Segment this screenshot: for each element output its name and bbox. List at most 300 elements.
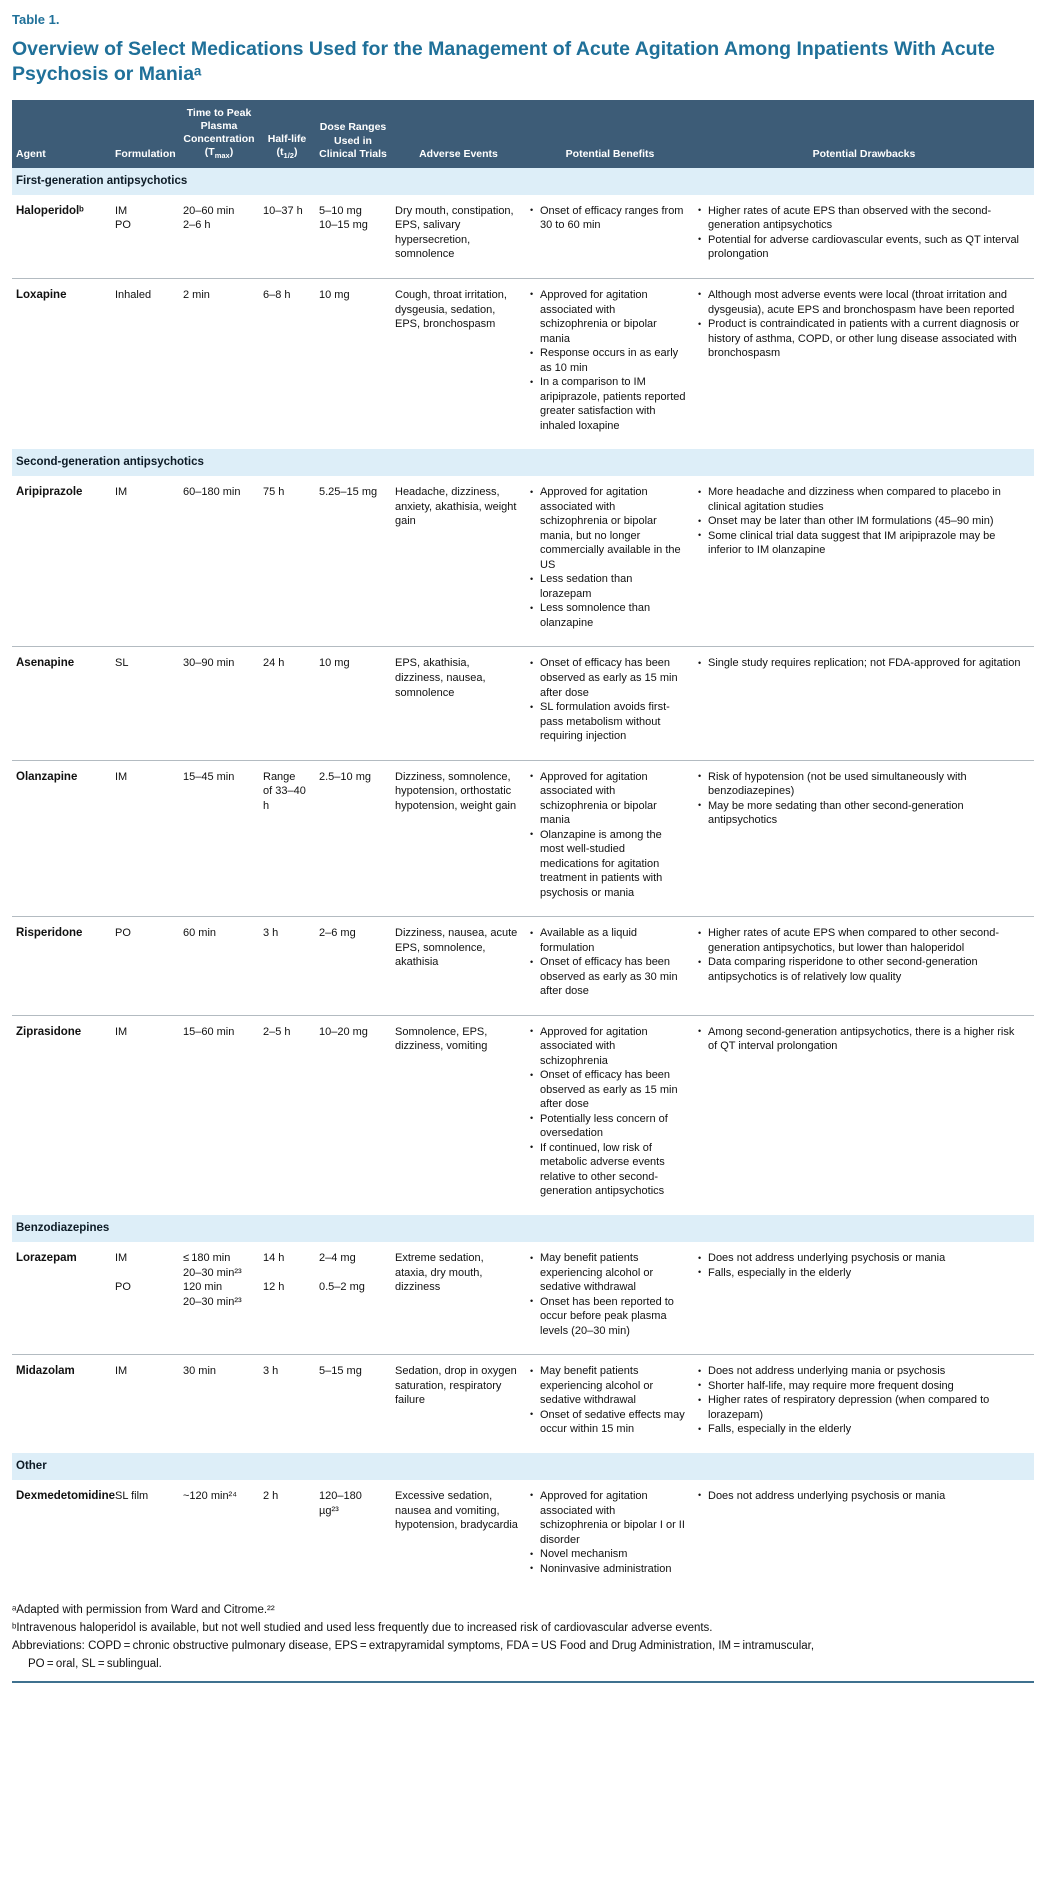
bullet-item <box>698 1422 1026 1437</box>
potential-drawbacks-cell-text: Higher rates of respiratory depression (when compared to lorazepam) <box>708 1394 990 1421</box>
agent-name <box>12 917 111 1016</box>
table-row <box>12 917 1034 1016</box>
dose-cell <box>315 1355 391 1453</box>
adverse-events-cell: Cough, throat irritation, dysgeusia, sedation, EPS, bronchospasm <box>391 278 526 449</box>
formulation-cell-line <box>115 1295 171 1310</box>
potential-drawbacks-cell-text: Falls, especially in the elderly <box>708 1266 852 1279</box>
tmax-cell-line: 20–60 min <box>183 204 235 217</box>
dose-cell <box>315 917 391 1016</box>
bullet-item <box>530 926 686 955</box>
page-title: Overview of Select Medications Used for the Management of Acute Agitation Among Inpatients With Acute Psychosis or Maniaᵃ <box>12 38 995 85</box>
bullet-icon: • <box>530 1252 534 1263</box>
bullet-item <box>698 1364 1026 1379</box>
half-life-cell-line: 12 h <box>263 1281 285 1294</box>
dose-cell <box>315 1480 391 1592</box>
bullet-item <box>530 1489 686 1547</box>
footnote: PO = oral, SL = sublingual. <box>28 1657 162 1670</box>
bullet-icon: • <box>698 1026 702 1037</box>
table-row <box>12 278 1034 449</box>
section-row <box>12 1453 1034 1480</box>
potential-drawbacks-cell-text: Higher rates of acute EPS than observed with the second-generation antipsychotics <box>708 204 992 232</box>
tmax-cell <box>179 1015 259 1215</box>
bullet-icon: • <box>530 376 534 387</box>
potential-benefits-cell <box>526 1242 694 1355</box>
section-row <box>12 168 1034 195</box>
agent-name-line: Aripiprazole <box>16 486 83 499</box>
column-header-adverse-events: Adverse Events <box>391 100 526 168</box>
bullet-icon: • <box>530 829 534 840</box>
potential-drawbacks-cell <box>694 1355 1034 1453</box>
bullet-icon: • <box>698 515 702 526</box>
agent-name-line: Lorazepam <box>16 1252 77 1265</box>
potential-benefits-cell-text: Approved for agitation associated with schizophrenia <box>540 1025 648 1067</box>
formulation-cell-line: PO <box>115 1281 131 1294</box>
bullet-item <box>530 770 686 828</box>
bullet-icon: • <box>530 1365 534 1376</box>
half-life-cell-line: 75 h <box>263 486 285 499</box>
bullet-item <box>698 1379 1026 1394</box>
agent-name-line: Ziprasidone <box>16 1025 82 1038</box>
bullet-icon: • <box>530 1409 534 1420</box>
column-header-potential-drawbacks: Potential Drawbacks <box>694 100 1034 168</box>
formulation-cell-line: SL film <box>115 1489 149 1502</box>
bullet-icon: • <box>698 289 702 300</box>
potential-benefits-cell-text: Onset of efficacy has been observed as early as 30 min after dose <box>540 956 678 998</box>
dose-cell <box>315 647 391 760</box>
bullet-icon: • <box>530 1563 534 1574</box>
potential-drawbacks-cell-text: More headache and dizziness when compared to placebo in clinical agitation studies <box>708 486 1001 513</box>
bullet-item <box>698 799 1026 828</box>
tmax-cell-line: 60–180 min <box>183 486 241 499</box>
potential-benefits-cell-text: Onset of efficacy ranges from 30 to 60 min <box>540 204 684 232</box>
tmax-cell-line: ~120 min²⁴ <box>183 1489 237 1502</box>
bullet-item <box>698 1489 1026 1504</box>
potential-drawbacks-cell-text: May be more sedating than other second-generation antipsychotics <box>708 799 964 827</box>
half-life-cell <box>259 195 315 279</box>
bullet-icon: • <box>530 1142 534 1153</box>
bullet-item <box>530 1068 686 1112</box>
half-life-cell-line: 3 h <box>263 1365 279 1378</box>
column-header-potential-benefits: Potential Benefits <box>526 100 694 168</box>
bullet-icon: • <box>698 530 702 541</box>
potential-benefits-cell-text: Noninvasive administration <box>540 1562 672 1575</box>
bullet-icon: • <box>530 602 534 613</box>
dose-cell <box>315 476 391 647</box>
tmax-cell <box>179 760 259 917</box>
dose-cell-line: 120–180 µg²³ <box>319 1489 362 1517</box>
potential-benefits-cell-text: Approved for agitation associated with schizophrenia or bipolar mania <box>540 770 657 827</box>
dose-cell <box>315 1242 391 1355</box>
dose-cell <box>315 195 391 279</box>
half-life-cell-line: 24 h <box>263 657 285 670</box>
adverse-events-cell: Somnolence, EPS, dizziness, vomiting <box>391 1015 526 1215</box>
potential-benefits-cell-text: Approved for agitation associated with schizophrenia or bipolar mania, but no longer commercially available in the US <box>540 486 681 571</box>
half-life-cell <box>259 1242 315 1355</box>
section-row <box>12 449 1034 476</box>
potential-benefits-cell <box>526 1015 694 1215</box>
potential-drawbacks-cell-text: Does not address underlying psychosis or mania <box>708 1252 946 1265</box>
agent-name <box>12 195 111 279</box>
bullet-item <box>530 601 686 630</box>
column-header-formulation: Formulation <box>111 100 179 168</box>
bullet-icon: • <box>698 1380 702 1391</box>
potential-drawbacks-cell <box>694 1242 1034 1355</box>
bullet-icon: • <box>698 771 702 782</box>
potential-benefits-cell-text: Response occurs in as early as 10 min <box>540 347 679 374</box>
potential-drawbacks-cell-text: Product is contraindicated in patients with a current diagnosis or history of asthma, COPD, or other lung disease associated with bronchospasm <box>708 318 1020 360</box>
bullet-icon: • <box>530 573 534 584</box>
half-life-cell-line: 2 h <box>263 1489 279 1502</box>
bullet-icon: • <box>698 927 702 938</box>
agent-name-line: Asenapine <box>16 657 75 670</box>
table-row <box>12 195 1034 279</box>
bullet-icon: • <box>530 1069 534 1080</box>
bullet-item <box>698 926 1026 955</box>
bullet-icon: • <box>698 318 702 329</box>
formulation-cell <box>111 760 179 917</box>
bullet-item <box>530 346 686 375</box>
formulation-cell-line: IM <box>115 1025 128 1038</box>
dose-cell-line: 10–20 mg <box>319 1025 368 1038</box>
bullet-item <box>698 770 1026 799</box>
bullet-icon: • <box>530 486 534 497</box>
potential-benefits-cell <box>526 278 694 449</box>
footnote: Abbreviations: COPD = chronic obstructive pulmonary disease, EPS = extrapyramidal symptoms, FDA = US Food and Drug Administration, IM = intramuscular, <box>12 1639 815 1652</box>
half-life-cell-line <box>263 1266 307 1281</box>
potential-drawbacks-cell-text: Among second-generation antipsychotics, there is a higher risk of QT interval prolongation <box>708 1025 1015 1053</box>
formulation-cell-line: IM <box>115 204 128 217</box>
bullet-icon: • <box>698 1267 702 1278</box>
bullet-icon: • <box>530 1296 534 1307</box>
dose-cell-line <box>319 1266 383 1281</box>
potential-drawbacks-cell-text: Single study requires replication; not FDA-approved for agitation <box>708 657 1021 670</box>
bullet-item <box>698 529 1026 558</box>
bottom-rule <box>12 1681 1034 1683</box>
adverse-events-cell: Headache, dizziness, anxiety, akathisia, weight gain <box>395 486 517 528</box>
formulation-cell-line: Inhaled <box>115 288 152 301</box>
medications-table <box>12 100 1034 1592</box>
bullet-item <box>530 1364 686 1408</box>
tmax-cell-line: 30–90 min <box>183 657 235 670</box>
half-life-cell-line: 10–37 h <box>263 204 303 217</box>
potential-drawbacks-cell <box>694 647 1034 760</box>
footnote: ᵇIntravenous haloperidol is available, but not well studied and used less frequently due to increased risk of cardiovascular adverse events. <box>12 1621 713 1634</box>
potential-drawbacks-cell-text: Although most adverse events were local (throat irritation and dysgeusia), acute EPS and bronchospasm have been reported <box>708 288 1015 316</box>
potential-benefits-cell-text: Approved for agitation associated with schizophrenia or bipolar I or II disorder <box>540 1489 685 1546</box>
potential-benefits-cell-text: Less sedation than lorazepam <box>540 573 633 600</box>
table-row <box>12 1015 1034 1215</box>
bullet-icon: • <box>530 205 534 216</box>
bullet-item <box>698 514 1026 529</box>
dose-cell-line: 2–6 mg <box>319 927 356 940</box>
tmax-cell <box>179 195 259 279</box>
formulation-cell <box>111 917 179 1016</box>
section-header: First-generation antipsychotics <box>12 168 1034 195</box>
agent-name <box>12 760 111 917</box>
potential-drawbacks-cell <box>694 195 1034 279</box>
bullet-item <box>530 1141 686 1199</box>
tmax-cell-line: 2–6 h <box>183 219 211 232</box>
potential-benefits-cell-text: Approved for agitation associated with schizophrenia or bipolar mania <box>540 288 657 345</box>
potential-benefits-cell <box>526 917 694 1016</box>
column-header-half-life-symbol: $(t_{1/2})$ <box>276 146 298 161</box>
bullet-item <box>530 828 686 901</box>
bullet-item <box>698 656 1026 671</box>
formulation-cell-line: PO <box>115 219 131 232</box>
section-header: Benzodiazepines <box>12 1215 1034 1242</box>
dose-cell-line: 5–10 mg <box>319 204 362 217</box>
bullet-item <box>530 572 686 601</box>
section-header: Second-generation antipsychotics <box>12 449 1034 476</box>
formulation-cell <box>111 1015 179 1215</box>
dose-cell-line: 2.5–10 mg <box>319 770 371 783</box>
potential-drawbacks-cell-text: Does not address underlying psychosis or mania <box>708 1489 946 1502</box>
half-life-cell-line: 3 h <box>263 927 279 940</box>
potential-benefits-cell-text: If continued, low risk of metabolic adverse events relative to other second-generation antipsychotics <box>540 1141 665 1198</box>
potential-drawbacks-cell-text: Some clinical trial data suggest that IM aripiprazole may be inferior to IM olanzapine <box>708 529 996 557</box>
formulation-cell <box>111 195 179 279</box>
column-header-tmax <box>179 100 259 168</box>
bullet-icon: • <box>530 1490 534 1501</box>
bullet-item <box>530 656 686 700</box>
bullet-item <box>530 1562 686 1577</box>
formulation-cell <box>111 1480 179 1592</box>
dose-cell-line <box>319 1295 383 1310</box>
column-header-half-life <box>259 100 315 168</box>
bullet-icon: • <box>530 701 534 712</box>
formulation-cell <box>111 1242 179 1355</box>
dose-cell-line: 10–15 mg <box>319 219 368 232</box>
tmax-cell-line: 2 min <box>183 288 210 301</box>
agent-name <box>12 278 111 449</box>
formulation-cell-line: PO <box>115 927 131 940</box>
bullet-icon: • <box>698 1365 702 1376</box>
agent-name-line: Loxapine <box>16 288 67 301</box>
agent-name <box>12 1015 111 1215</box>
agent-name <box>12 476 111 647</box>
agent-name <box>12 1242 111 1355</box>
table-row <box>12 1480 1034 1592</box>
potential-benefits-cell <box>526 1355 694 1453</box>
potential-benefits-cell <box>526 476 694 647</box>
potential-drawbacks-cell <box>694 760 1034 917</box>
half-life-cell-line: 2–5 h <box>263 1025 291 1038</box>
bullet-item <box>530 955 686 999</box>
adverse-events-cell: Sedation, drop in oxygen saturation, respiratory failure <box>391 1355 526 1453</box>
half-life-cell-line: Range of 33–40 h <box>263 770 306 812</box>
agent-name-line: Dexmedetomidine <box>16 1489 116 1502</box>
half-life-cell-line: 6–8 h <box>263 288 291 301</box>
half-life-cell <box>259 278 315 449</box>
table-body <box>12 168 1034 1592</box>
bullet-icon: • <box>698 1423 702 1434</box>
potential-benefits-cell-text: Olanzapine is among the most well-studied medications for agitation treatment in patients with psychosis or mania <box>540 828 663 899</box>
column-header-half-life-title: Half-life <box>267 133 307 146</box>
half-life-cell <box>259 760 315 917</box>
bullet-icon: • <box>530 956 534 967</box>
table-row <box>12 760 1034 917</box>
potential-benefits-cell-text: Onset of efficacy has been observed as early as 15 min after dose <box>540 1069 678 1111</box>
potential-benefits-cell <box>526 195 694 279</box>
potential-benefits-cell-text: Potentially less concern of oversedation <box>540 1112 668 1140</box>
column-header-dose: Dose Ranges Used in Clinical Trials <box>315 100 391 168</box>
potential-drawbacks-cell-text: Onset may be later than other IM formulations (45–90 min) <box>708 515 994 528</box>
bullet-item <box>530 700 686 744</box>
bullet-icon: • <box>698 1490 702 1501</box>
adverse-events-cell: Extreme sedation, ataxia, dry mouth, dizziness <box>395 1252 484 1294</box>
bullet-item <box>530 1295 686 1339</box>
dose-cell <box>315 278 391 449</box>
agent-name-line: Midazolam <box>16 1365 75 1378</box>
tmax-cell-line: 15–60 min <box>183 1025 235 1038</box>
half-life-cell-line: 14 h <box>263 1252 285 1265</box>
tmax-cell <box>179 1480 259 1592</box>
agent-name-line: Olanzapine <box>16 770 78 783</box>
half-life-cell <box>259 917 315 1016</box>
potential-drawbacks-cell-text: Risk of hypotension (not be used simultaneously with benzodiazepines) <box>708 770 967 798</box>
dose-cell <box>315 1015 391 1215</box>
adverse-events-cell: Excessive sedation, nausea and vomiting, hypotension, bradycardia <box>395 1489 518 1532</box>
bullet-icon: • <box>530 1113 534 1124</box>
bullet-item <box>530 375 686 433</box>
table-label: Table 1. <box>12 12 60 27</box>
half-life-cell <box>259 1015 315 1215</box>
bullet-item <box>698 288 1026 317</box>
potential-drawbacks-cell <box>694 1015 1034 1215</box>
potential-drawbacks-cell <box>694 476 1034 647</box>
formulation-cell <box>111 647 179 760</box>
dose-cell-line: 2–4 mg <box>319 1252 356 1265</box>
potential-benefits-cell-text: Available as a liquid formulation <box>540 927 638 954</box>
tmax-cell-line: 120 min <box>183 1281 223 1294</box>
agent-name-line: Haloperidolᵇ <box>16 204 84 217</box>
bullet-icon: • <box>530 1026 534 1037</box>
potential-benefits-cell <box>526 647 694 760</box>
bullet-item <box>530 288 686 346</box>
half-life-cell <box>259 1480 315 1592</box>
dose-cell-line: 10 mg <box>319 657 350 670</box>
bullet-icon: • <box>698 956 702 967</box>
half-life-cell <box>259 1355 315 1453</box>
bullet-icon: • <box>530 927 534 938</box>
potential-benefits-cell-text: Onset has been reported to occur before peak plasma levels (20–30 min) <box>540 1295 674 1337</box>
bullet-icon: • <box>530 657 534 668</box>
bullet-item <box>698 317 1026 361</box>
dose-cell-line: 5–15 mg <box>319 1365 362 1378</box>
potential-benefits-cell <box>526 1480 694 1592</box>
bullet-icon: • <box>698 800 702 811</box>
tmax-cell <box>179 1242 259 1355</box>
tmax-cell-line: 60 min <box>183 927 217 940</box>
bullet-icon: • <box>698 205 702 216</box>
table-row <box>12 647 1034 760</box>
bullet-icon: • <box>698 1394 702 1405</box>
bullet-item <box>530 1251 686 1295</box>
formulation-cell <box>111 278 179 449</box>
potential-drawbacks-cell <box>694 1480 1034 1592</box>
formulation-cell-line: IM <box>115 770 128 783</box>
dose-cell-line: 10 mg <box>319 288 350 301</box>
agent-name-line: Risperidone <box>16 927 83 940</box>
bullet-item <box>530 485 686 572</box>
bullet-icon: • <box>698 657 702 668</box>
bullet-item <box>530 1112 686 1141</box>
adverse-events-cell: Dizziness, somnolence, hypotension, orthostatic hypotension, weight gain <box>391 760 526 917</box>
tmax-cell <box>179 278 259 449</box>
tmax-cell <box>179 476 259 647</box>
bullet-icon: • <box>530 289 534 300</box>
adverse-events-cell: Dry mouth, constipation, EPS, salivary hypersecretion, somnolence <box>395 204 514 261</box>
tmax-cell-line: 15–45 min <box>183 770 235 783</box>
agent-name <box>12 1480 116 1592</box>
formulation-cell <box>111 1355 179 1453</box>
tmax-cell <box>179 1355 259 1453</box>
adverse-events-cell: EPS, akathisia, dizziness, nausea, somnolence <box>391 647 526 760</box>
table-row <box>12 1355 1034 1453</box>
dose-cell-line: 5.25–15 mg <box>319 486 378 499</box>
bullet-icon: • <box>698 1252 702 1263</box>
dose-cell-line: 0.5–2 mg <box>319 1281 365 1294</box>
potential-benefits-cell-text: Onset of efficacy has been observed as early as 15 min after dose <box>540 657 678 699</box>
footnotes <box>12 1602 1034 1673</box>
potential-benefits-cell-text: Novel mechanism <box>540 1548 628 1561</box>
potential-benefits-cell-text: May benefit patients experiencing alcohol or sedative withdrawal <box>540 1365 654 1407</box>
table-header <box>12 100 1034 168</box>
bullet-item <box>530 1025 686 1069</box>
bullet-item <box>698 1025 1026 1054</box>
bullet-item <box>698 233 1026 262</box>
footnote: ᵃAdapted with permission from Ward and Citrome.²² <box>12 1604 275 1617</box>
bullet-item <box>698 204 1026 233</box>
column-header-tmax-title: Time to Peak Plasma Concentration <box>183 106 255 146</box>
dose-cell <box>315 760 391 917</box>
formulation-cell <box>111 476 179 647</box>
formulation-cell-line: IM <box>115 1252 128 1265</box>
potential-benefits-cell <box>526 760 694 917</box>
potential-drawbacks-cell-text: Does not address underlying mania or psychosis <box>708 1365 946 1378</box>
potential-drawbacks-cell-text: Data comparing risperidone to other second-generation antipsychotics is of relatively low quality <box>708 956 978 983</box>
bullet-item <box>698 1266 1026 1281</box>
bullet-icon: • <box>530 771 534 782</box>
tmax-cell <box>179 647 259 760</box>
potential-benefits-cell-text: May benefit patients experiencing alcohol or sedative withdrawal <box>540 1252 654 1294</box>
agent-name <box>12 1355 111 1453</box>
potential-benefits-cell-text: Onset of sedative effects may occur within 15 min <box>540 1408 685 1436</box>
tmax-cell-line: ≤ 180 min <box>183 1252 231 1265</box>
potential-drawbacks-cell <box>694 917 1034 1016</box>
formulation-cell-line <box>115 1266 171 1281</box>
potential-benefits-cell-text: SL formulation avoids first-pass metabolism without requiring injection <box>540 701 670 743</box>
half-life-cell <box>259 647 315 760</box>
potential-drawbacks-cell-text: Shorter half-life, may require more frequent dosing <box>708 1379 954 1392</box>
bullet-item <box>530 1408 686 1437</box>
section-row <box>12 1215 1034 1242</box>
bullet-item <box>698 1251 1026 1266</box>
potential-drawbacks-cell <box>694 278 1034 449</box>
potential-drawbacks-cell-text: Potential for adverse cardiovascular events, such as QT interval prolongation <box>708 233 1020 261</box>
agent-name <box>12 647 111 760</box>
half-life-cell-line <box>263 1295 307 1310</box>
tmax-cell-line: 20–30 min²³ <box>183 1295 242 1308</box>
bullet-item <box>698 1393 1026 1422</box>
table-row <box>12 1242 1034 1355</box>
potential-benefits-cell-text: In a comparison to IM aripiprazole, patients reported greater satisfaction with inhaled loxapine <box>540 376 686 432</box>
half-life-cell <box>259 476 315 647</box>
formulation-cell-line: IM <box>115 486 128 499</box>
bullet-item <box>698 955 1026 984</box>
tmax-cell-line: 30 min <box>183 1365 217 1378</box>
bullet-item <box>530 1547 686 1562</box>
